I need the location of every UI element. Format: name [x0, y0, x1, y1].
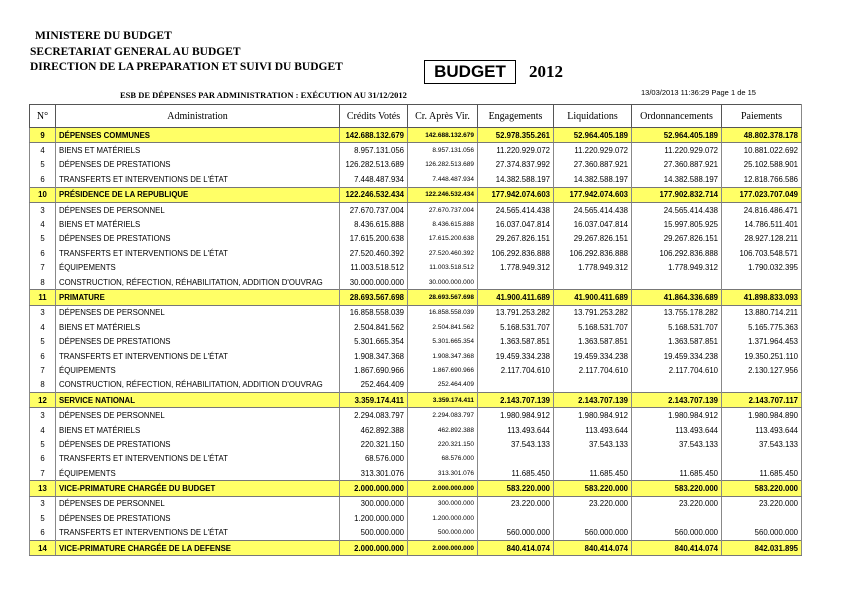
- cell-code: 4: [30, 320, 56, 334]
- cell-paiements: 24.816.486.471: [722, 202, 802, 217]
- cell-ordonnancements: 27.360.887.921: [632, 158, 722, 172]
- cell-credits-votes: 1.200.000.000: [340, 511, 408, 525]
- cell-administration: TRANSFERTS ET INTERVENTIONS DE L'ÉTAT: [56, 246, 340, 260]
- table-row: [30, 275, 802, 290]
- cell-ordonnancements: 177.902.832.714: [632, 187, 722, 202]
- cell-administration: CONSTRUCTION, RÉFECTION, RÉHABILITATION, ADDITION D'OUVRAG: [56, 275, 340, 290]
- cell-code: 13: [30, 481, 56, 496]
- cell-code: 14: [30, 540, 56, 555]
- table-row: [30, 334, 802, 348]
- cell-ordonnancements: 14.382.588.197: [632, 172, 722, 187]
- cell-ordonnancements: 1.980.984.912: [632, 408, 722, 423]
- cell-paiements: 23.220.000: [722, 496, 802, 511]
- cell-credits-apres-virement: 2.000.000.000: [408, 540, 478, 555]
- cell-credits-apres-virement: 27.670.737.004: [408, 202, 478, 217]
- table-row: [30, 378, 802, 393]
- cell-ordonnancements: 15.997.805.925: [632, 217, 722, 231]
- col-header-number: N°: [30, 105, 56, 128]
- cell-credits-votes: 16.858.558.039: [340, 305, 408, 320]
- cell-paiements: [722, 511, 802, 525]
- cell-credits-votes: 2.000.000.000: [340, 540, 408, 555]
- cell-engagements: 11.220.929.072: [478, 143, 554, 158]
- cell-engagements: 27.374.837.992: [478, 158, 554, 172]
- cell-administration: ÉQUIPEMENTS: [56, 466, 340, 481]
- cell-liquidations: 1.778.949.312: [554, 261, 632, 275]
- cell-paiements: 1.371.964.453: [722, 334, 802, 348]
- cell-credits-votes: 1.908.347.368: [340, 349, 408, 363]
- cell-liquidations: 113.493.644: [554, 423, 632, 437]
- table-header-row: [30, 105, 802, 128]
- table-row: [30, 202, 802, 217]
- report-subtitle: ESB DE DÉPENSES PAR ADMINISTRATION : EXÉCUTION AU 31/12/2012: [120, 90, 407, 100]
- cell-ordonnancements: 2.117.704.610: [632, 363, 722, 377]
- cell-liquidations: 14.382.588.197: [554, 172, 632, 187]
- cell-credits-votes: 462.892.388: [340, 423, 408, 437]
- cell-code: 6: [30, 349, 56, 363]
- cell-engagements: 177.942.074.603: [478, 187, 554, 202]
- cell-administration: VICE-PRIMATURE CHARGÉE DE LA DEFENSE: [56, 540, 340, 555]
- cell-credits-apres-virement: 220.321.150: [408, 437, 478, 451]
- cell-engagements: 14.382.588.197: [478, 172, 554, 187]
- cell-engagements: [478, 275, 554, 290]
- cell-code: 6: [30, 172, 56, 187]
- cell-credits-votes: 5.301.665.354: [340, 334, 408, 348]
- cell-code: 5: [30, 437, 56, 451]
- cell-credits-apres-virement: 3.359.174.411: [408, 393, 478, 408]
- cell-engagements: 52.978.355.261: [478, 128, 554, 143]
- cell-credits-votes: 142.688.132.679: [340, 128, 408, 143]
- table-row: [30, 305, 802, 320]
- cell-ordonnancements: 840.414.074: [632, 540, 722, 555]
- table-row: [30, 172, 802, 187]
- table-row: [30, 496, 802, 511]
- cell-credits-apres-virement: 313.301.076: [408, 466, 478, 481]
- cell-liquidations: 2.117.704.610: [554, 363, 632, 377]
- expenditure-table: [29, 104, 802, 556]
- col-header-paiements: Paiements: [722, 105, 802, 128]
- cell-liquidations: 19.459.334.238: [554, 349, 632, 363]
- table-row: [30, 246, 802, 260]
- cell-paiements: 13.880.714.211: [722, 305, 802, 320]
- cell-administration: DÉPENSES DE PRESTATIONS: [56, 437, 340, 451]
- cell-liquidations: 2.143.707.139: [554, 393, 632, 408]
- cell-engagements: 1.778.949.312: [478, 261, 554, 275]
- cell-paiements: 177.023.707.049: [722, 187, 802, 202]
- cell-liquidations: 560.000.000: [554, 526, 632, 541]
- cell-code: 6: [30, 526, 56, 541]
- cell-credits-apres-virement: 5.301.665.354: [408, 334, 478, 348]
- cell-engagements: 19.459.334.238: [478, 349, 554, 363]
- table-row-administration: [30, 481, 802, 496]
- table-row: [30, 437, 802, 451]
- cell-credits-apres-virement: 16.858.558.039: [408, 305, 478, 320]
- cell-engagements: 16.037.047.814: [478, 217, 554, 231]
- cell-paiements: [722, 275, 802, 290]
- cell-ordonnancements: 41.864.336.689: [632, 290, 722, 305]
- table-row: [30, 217, 802, 231]
- cell-code: 4: [30, 217, 56, 231]
- cell-credits-votes: 27.520.460.392: [340, 246, 408, 260]
- cell-credits-votes: 17.615.200.638: [340, 232, 408, 246]
- cell-paiements: 1.790.032.395: [722, 261, 802, 275]
- cell-code: 4: [30, 143, 56, 158]
- cell-administration: TRANSFERTS ET INTERVENTIONS DE L'ÉTAT: [56, 526, 340, 541]
- cell-ordonnancements: 52.964.405.189: [632, 128, 722, 143]
- cell-code: 9: [30, 128, 56, 143]
- cell-engagements: [478, 511, 554, 525]
- cell-administration: BIENS ET MATÉRIELS: [56, 320, 340, 334]
- cell-paiements: 25.102.588.901: [722, 158, 802, 172]
- table-row: [30, 261, 802, 275]
- col-header-ordonnancements: Ordonnancements: [632, 105, 722, 128]
- cell-credits-apres-virement: 500.000.000: [408, 526, 478, 541]
- cell-liquidations: 5.168.531.707: [554, 320, 632, 334]
- cell-administration: BIENS ET MATÉRIELS: [56, 143, 340, 158]
- cell-ordonnancements: 583.220.000: [632, 481, 722, 496]
- cell-credits-votes: 30.000.000.000: [340, 275, 408, 290]
- cell-paiements: 48.802.378.178: [722, 128, 802, 143]
- cell-ordonnancements: 113.493.644: [632, 423, 722, 437]
- cell-credits-votes: 8.957.131.056: [340, 143, 408, 158]
- cell-ordonnancements: 2.143.707.139: [632, 393, 722, 408]
- cell-credits-votes: 500.000.000: [340, 526, 408, 541]
- table-row: [30, 408, 802, 423]
- table-row: [30, 363, 802, 377]
- cell-ordonnancements: 13.755.178.282: [632, 305, 722, 320]
- table-row: [30, 232, 802, 246]
- cell-credits-votes: 2.000.000.000: [340, 481, 408, 496]
- cell-administration: VICE-PRIMATURE CHARGÉE DU BUDGET: [56, 481, 340, 496]
- cell-code: 5: [30, 158, 56, 172]
- cell-ordonnancements: 560.000.000: [632, 526, 722, 541]
- cell-administration: DÉPENSES DE PRESTATIONS: [56, 158, 340, 172]
- cell-liquidations: 23.220.000: [554, 496, 632, 511]
- cell-ordonnancements: [632, 511, 722, 525]
- cell-credits-apres-virement: 8.436.615.888: [408, 217, 478, 231]
- cell-paiements: 842.031.895: [722, 540, 802, 555]
- ministry-title: MINISTERE DU BUDGET: [35, 30, 172, 42]
- table-row: [30, 452, 802, 466]
- table-row-administration: [30, 540, 802, 555]
- cell-paiements: 41.898.833.093: [722, 290, 802, 305]
- cell-ordonnancements: 5.168.531.707: [632, 320, 722, 334]
- cell-credits-apres-virement: 126.282.513.689: [408, 158, 478, 172]
- cell-liquidations: 27.360.887.921: [554, 158, 632, 172]
- cell-engagements: 583.220.000: [478, 481, 554, 496]
- cell-ordonnancements: 37.543.133: [632, 437, 722, 451]
- cell-liquidations: [554, 452, 632, 466]
- cell-credits-votes: 8.436.615.888: [340, 217, 408, 231]
- cell-administration: DÉPENSES DE PERSONNEL: [56, 408, 340, 423]
- cell-liquidations: 583.220.000: [554, 481, 632, 496]
- cell-paiements: 11.685.450: [722, 466, 802, 481]
- cell-paiements: 5.165.775.363: [722, 320, 802, 334]
- cell-administration: PRIMATURE: [56, 290, 340, 305]
- col-header-credits-apres-virement: Cr. Après Vir.: [408, 105, 478, 128]
- cell-engagements: [478, 378, 554, 393]
- cell-engagements: 37.543.133: [478, 437, 554, 451]
- direction-title: DIRECTION DE LA PREPARATION ET SUIVI DU BUDGET: [30, 61, 343, 73]
- cell-credits-apres-virement: 30.000.000.000: [408, 275, 478, 290]
- cell-code: 3: [30, 408, 56, 423]
- cell-paiements: 2.143.707.117: [722, 393, 802, 408]
- print-timestamp: 13/03/2013 11:36:29 Page 1 de 15: [641, 88, 756, 97]
- table-row: [30, 511, 802, 525]
- table-row: [30, 158, 802, 172]
- cell-credits-apres-virement: 1.200.000.000: [408, 511, 478, 525]
- cell-credits-votes: 300.000.000: [340, 496, 408, 511]
- table-row: [30, 423, 802, 437]
- cell-liquidations: 41.900.411.689: [554, 290, 632, 305]
- cell-paiements: 14.786.511.401: [722, 217, 802, 231]
- cell-liquidations: 840.414.074: [554, 540, 632, 555]
- cell-liquidations: 11.685.450: [554, 466, 632, 481]
- cell-engagements: 11.685.450: [478, 466, 554, 481]
- cell-credits-votes: 7.448.487.934: [340, 172, 408, 187]
- col-header-engagements: Engagements: [478, 105, 554, 128]
- cell-paiements: 106.703.548.571: [722, 246, 802, 260]
- cell-credits-votes: 11.003.518.512: [340, 261, 408, 275]
- cell-paiements: 2.130.127.956: [722, 363, 802, 377]
- cell-paiements: 583.220.000: [722, 481, 802, 496]
- cell-engagements: [478, 452, 554, 466]
- cell-credits-votes: 2.504.841.562: [340, 320, 408, 334]
- cell-credits-votes: 2.294.083.797: [340, 408, 408, 423]
- cell-paiements: [722, 378, 802, 393]
- cell-credits-apres-virement: 142.688.132.679: [408, 128, 478, 143]
- cell-ordonnancements: 1.778.949.312: [632, 261, 722, 275]
- cell-liquidations: [554, 511, 632, 525]
- cell-credits-votes: 252.464.409: [340, 378, 408, 393]
- cell-credits-apres-virement: 11.003.518.512: [408, 261, 478, 275]
- cell-ordonnancements: 11.685.450: [632, 466, 722, 481]
- cell-credits-apres-virement: 27.520.460.392: [408, 246, 478, 260]
- cell-engagements: 106.292.836.888: [478, 246, 554, 260]
- cell-paiements: 19.350.251.110: [722, 349, 802, 363]
- cell-code: 10: [30, 187, 56, 202]
- cell-credits-apres-virement: 7.448.487.934: [408, 172, 478, 187]
- cell-credits-apres-virement: 17.615.200.638: [408, 232, 478, 246]
- cell-liquidations: 24.565.414.438: [554, 202, 632, 217]
- cell-credits-apres-virement: 1.867.690.966: [408, 363, 478, 377]
- cell-code: 4: [30, 423, 56, 437]
- col-header-administration: Administration: [56, 105, 340, 128]
- budget-label: BUDGET: [424, 60, 516, 84]
- cell-liquidations: 37.543.133: [554, 437, 632, 451]
- cell-ordonnancements: [632, 378, 722, 393]
- cell-credits-votes: 220.321.150: [340, 437, 408, 451]
- cell-code: 5: [30, 511, 56, 525]
- cell-credits-votes: 3.359.174.411: [340, 393, 408, 408]
- cell-administration: ÉQUIPEMENTS: [56, 261, 340, 275]
- cell-liquidations: 16.037.047.814: [554, 217, 632, 231]
- cell-engagements: 2.117.704.610: [478, 363, 554, 377]
- cell-credits-apres-virement: 122.246.532.434: [408, 187, 478, 202]
- cell-administration: SERVICE NATIONAL: [56, 393, 340, 408]
- cell-liquidations: 13.791.253.282: [554, 305, 632, 320]
- cell-paiements: 37.543.133: [722, 437, 802, 451]
- cell-credits-apres-virement: 1.908.347.368: [408, 349, 478, 363]
- cell-credits-votes: 126.282.513.689: [340, 158, 408, 172]
- cell-credits-apres-virement: 28.693.567.698: [408, 290, 478, 305]
- table-row: [30, 320, 802, 334]
- cell-ordonnancements: 23.220.000: [632, 496, 722, 511]
- cell-credits-votes: 313.301.076: [340, 466, 408, 481]
- cell-code: 8: [30, 275, 56, 290]
- cell-administration: DÉPENSES DE PRESTATIONS: [56, 232, 340, 246]
- cell-engagements: 29.267.826.151: [478, 232, 554, 246]
- cell-credits-apres-virement: 2.504.841.562: [408, 320, 478, 334]
- table-row-administration: [30, 187, 802, 202]
- cell-paiements: 113.493.644: [722, 423, 802, 437]
- cell-code: 6: [30, 452, 56, 466]
- cell-ordonnancements: 19.459.334.238: [632, 349, 722, 363]
- cell-engagements: 560.000.000: [478, 526, 554, 541]
- cell-code: 11: [30, 290, 56, 305]
- cell-administration: BIENS ET MATÉRIELS: [56, 217, 340, 231]
- cell-administration: DÉPENSES DE PERSONNEL: [56, 202, 340, 217]
- cell-code: 5: [30, 232, 56, 246]
- cell-engagements: 41.900.411.689: [478, 290, 554, 305]
- cell-liquidations: [554, 378, 632, 393]
- cell-ordonnancements: [632, 452, 722, 466]
- cell-credits-votes: 27.670.737.004: [340, 202, 408, 217]
- cell-administration: CONSTRUCTION, RÉFECTION, RÉHABILITATION, ADDITION D'OUVRAG: [56, 378, 340, 393]
- cell-credits-apres-virement: 2.000.000.000: [408, 481, 478, 496]
- cell-engagements: 2.143.707.139: [478, 393, 554, 408]
- cell-liquidations: 177.942.074.603: [554, 187, 632, 202]
- cell-engagements: 113.493.644: [478, 423, 554, 437]
- cell-credits-votes: 122.246.532.434: [340, 187, 408, 202]
- cell-ordonnancements: 11.220.929.072: [632, 143, 722, 158]
- col-header-credits-votes: Crédits Votés: [340, 105, 408, 128]
- cell-administration: DÉPENSES DE PERSONNEL: [56, 496, 340, 511]
- col-header-liquidations: Liquidations: [554, 105, 632, 128]
- table-row-administration: [30, 393, 802, 408]
- cell-paiements: 560.000.000: [722, 526, 802, 541]
- cell-administration: BIENS ET MATÉRIELS: [56, 423, 340, 437]
- cell-code: 5: [30, 334, 56, 348]
- cell-code: 8: [30, 378, 56, 393]
- cell-ordonnancements: 24.565.414.438: [632, 202, 722, 217]
- table-row: [30, 466, 802, 481]
- cell-engagements: 23.220.000: [478, 496, 554, 511]
- cell-liquidations: 29.267.826.151: [554, 232, 632, 246]
- table-row-administration: [30, 290, 802, 305]
- cell-administration: DÉPENSES COMMUNES: [56, 128, 340, 143]
- cell-ordonnancements: 106.292.836.888: [632, 246, 722, 260]
- cell-ordonnancements: [632, 275, 722, 290]
- cell-paiements: 10.881.022.692: [722, 143, 802, 158]
- cell-ordonnancements: 1.363.587.851: [632, 334, 722, 348]
- cell-credits-apres-virement: 68.576.000: [408, 452, 478, 466]
- cell-credits-apres-virement: 2.294.083.797: [408, 408, 478, 423]
- budget-year: 2012: [529, 62, 563, 81]
- cell-liquidations: 52.964.405.189: [554, 128, 632, 143]
- cell-paiements: [722, 452, 802, 466]
- cell-liquidations: 1.363.587.851: [554, 334, 632, 348]
- cell-engagements: 5.168.531.707: [478, 320, 554, 334]
- cell-credits-apres-virement: 252.464.409: [408, 378, 478, 393]
- cell-credits-apres-virement: 462.892.388: [408, 423, 478, 437]
- table-row: [30, 143, 802, 158]
- cell-code: 7: [30, 261, 56, 275]
- cell-paiements: 28.927.128.211: [722, 232, 802, 246]
- cell-administration: TRANSFERTS ET INTERVENTIONS DE L'ÉTAT: [56, 349, 340, 363]
- cell-code: 3: [30, 305, 56, 320]
- cell-credits-votes: 1.867.690.966: [340, 363, 408, 377]
- cell-code: 3: [30, 202, 56, 217]
- cell-engagements: 13.791.253.282: [478, 305, 554, 320]
- cell-engagements: 840.414.074: [478, 540, 554, 555]
- cell-engagements: 24.565.414.438: [478, 202, 554, 217]
- cell-paiements: 12.818.766.586: [722, 172, 802, 187]
- cell-code: 12: [30, 393, 56, 408]
- cell-administration: TRANSFERTS ET INTERVENTIONS DE L'ÉTAT: [56, 452, 340, 466]
- cell-administration: DÉPENSES DE PRESTATIONS: [56, 334, 340, 348]
- cell-code: 3: [30, 496, 56, 511]
- cell-administration: TRANSFERTS ET INTERVENTIONS DE L'ÉTAT: [56, 172, 340, 187]
- cell-liquidations: [554, 275, 632, 290]
- cell-administration: DÉPENSES DE PERSONNEL: [56, 305, 340, 320]
- cell-paiements: 1.980.984.890: [722, 408, 802, 423]
- cell-administration: ÉQUIPEMENTS: [56, 363, 340, 377]
- cell-credits-votes: 28.693.567.698: [340, 290, 408, 305]
- cell-credits-apres-virement: 8.957.131.056: [408, 143, 478, 158]
- cell-credits-apres-virement: 300.000.000: [408, 496, 478, 511]
- cell-administration: PRÉSIDENCE DE LA REPUBLIQUE: [56, 187, 340, 202]
- table-row: [30, 349, 802, 363]
- cell-code: 7: [30, 363, 56, 377]
- cell-administration: DÉPENSES DE PRESTATIONS: [56, 511, 340, 525]
- cell-code: 7: [30, 466, 56, 481]
- secretariat-title: SECRETARIAT GENERAL AU BUDGET: [30, 46, 241, 58]
- table-row: [30, 526, 802, 541]
- cell-liquidations: 1.980.984.912: [554, 408, 632, 423]
- cell-ordonnancements: 29.267.826.151: [632, 232, 722, 246]
- cell-liquidations: 11.220.929.072: [554, 143, 632, 158]
- cell-liquidations: 106.292.836.888: [554, 246, 632, 260]
- cell-credits-votes: 68.576.000: [340, 452, 408, 466]
- cell-engagements: 1.363.587.851: [478, 334, 554, 348]
- cell-code: 6: [30, 246, 56, 260]
- cell-engagements: 1.980.984.912: [478, 408, 554, 423]
- table-row-administration: [30, 128, 802, 143]
